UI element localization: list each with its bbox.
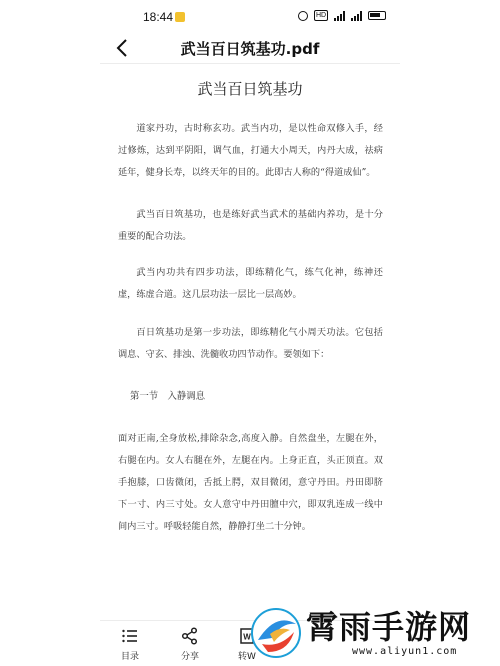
notification-icon <box>175 12 185 22</box>
paragraph: 武当百日筑基功，也是练好武当武术的基础内养功，是十分重要的配合功法。 <box>118 209 383 242</box>
nav-bar <box>100 34 400 64</box>
paragraph: 道家丹功，古时称玄功。武当内功，是以性命双修入手，经过修炼，达到平阴阳，调气血，打通大小周天，内丹大成，祛病延年，健身长寿，以终天年的目的。此即古人称的“得道成仙”。 <box>118 123 383 178</box>
hd-icon: HD <box>316 12 327 19</box>
toolbar-item-share[interactable] <box>165 627 215 662</box>
paragraph: 百日筑基功是第一步功法，即练精化气小周天功法。它包括调息、守玄、排浊、洗髓收功四节动作。要领如下： <box>118 327 383 360</box>
document-filename: 武当百日筑基功.pdf <box>180 40 320 58</box>
svg-text:W: W <box>243 632 251 642</box>
battery-icon <box>368 11 386 20</box>
watermark-logo-icon <box>250 604 302 662</box>
pdf-page[interactable] <box>100 66 400 620</box>
paragraph: 武当内功共有四步功法，即练精化气，练气化神，练神还虚，练虚合道。这几层功法一层比一层高妙。 <box>118 267 383 300</box>
toolbar-item-label: 转W <box>238 652 256 662</box>
status-bar <box>0 0 500 34</box>
document-title: 武当百日筑基功 <box>197 80 303 98</box>
signal-icon <box>334 11 345 21</box>
watermark-url: www.aliyun1.com <box>352 646 458 657</box>
watermark-brand: 霄雨手游网 <box>306 608 472 646</box>
site-watermark <box>248 600 500 666</box>
toolbar-item-label: 目录 <box>120 652 139 662</box>
signal-icon-2 <box>351 11 362 21</box>
alarm-icon <box>298 11 308 21</box>
toolbar-item-contents[interactable] <box>105 627 155 662</box>
status-time: 18:44 <box>143 10 174 24</box>
section-heading: 第一节 入静调息 <box>130 391 206 402</box>
status-icons <box>298 10 386 21</box>
share-icon <box>181 627 199 645</box>
list-icon <box>121 627 139 645</box>
paragraph: 面对正南,全身放松,排除杂念,高度入静。自然盘坐，左腿在外，右腿在内。女人右腿在外，左腿在内。上身正直，头正顶直。双手抱膝，口齿微闭，舌抵上腭，双目微闭，意守丹田。丹田即脐下一寸、内三寸处。女人意守中丹田膻中穴，即双乳连成一线中间内三寸。呼吸轻能自然，静静打坐二十分钟。 <box>118 433 383 532</box>
toolbar-item-label: 分享 <box>180 652 199 662</box>
